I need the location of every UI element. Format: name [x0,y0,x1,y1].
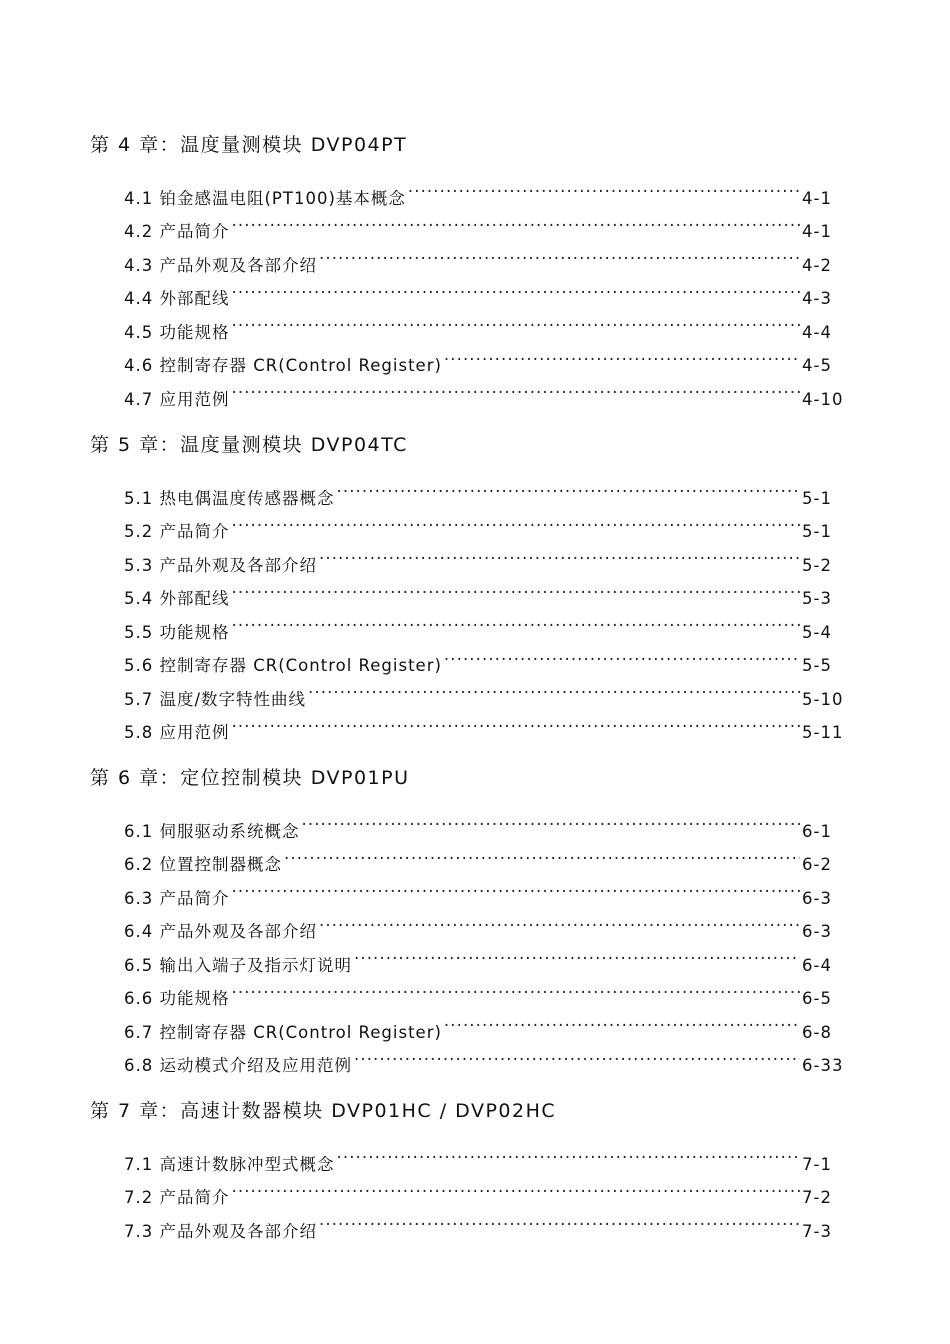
toc-entry[interactable] [124,803,840,841]
entry-page-number: 6-4 [802,955,832,975]
entry-page-number: 6-2 [802,855,832,874]
dot-leader [354,937,800,971]
entry-label: 4.1 铂金感温电阻(PT100)基本概念 [124,182,408,216]
entry-page-number: 4-3 [802,289,832,308]
dot-leader [232,271,801,305]
entry-label: 6.3 产品简介 [124,882,232,916]
entry-page-number: 6-5 [802,989,832,1008]
entry-label: 6.8 运动模式介绍及应用范例 [124,1049,354,1083]
dot-leader [337,1136,801,1170]
entry-label: 6.7 控制寄存器 CR(Control Register) [124,1016,444,1050]
entry-page-number: 4-5 [802,356,832,375]
toc-entry[interactable] [124,237,840,275]
entry-label: 4.5 功能规格 [124,316,232,350]
chapter-entries [90,170,850,409]
dot-leader [232,504,801,538]
toc-entry[interactable] [124,371,844,409]
toc-entry[interactable] [124,271,840,308]
entry-page-number: 4-1 [802,188,832,208]
entry-label: 6.1 伺服驱动系统概念 [124,815,302,849]
entry-label: 6.4 产品外观及各部介绍 [124,915,319,949]
chapter-entries [90,803,850,1075]
entry-label: 4.4 外部配线 [124,282,232,316]
dot-leader [232,705,801,739]
dot-leader [444,638,800,672]
dot-leader [232,1170,801,1204]
entry-label: 5.5 功能规格 [124,616,232,650]
dot-leader [319,237,800,271]
dot-leader [232,371,801,405]
toc-entry[interactable] [124,338,840,375]
entry-page-number: 7-1 [802,1154,832,1174]
dot-leader [319,904,800,938]
dot-leader [319,1203,800,1237]
entry-label: 6.2 位置控制器概念 [124,848,284,882]
entry-label: 5.7 温度/数字特性曲线 [124,683,308,717]
chapter-title: 第 5 章：温度量测模块 DVP04TC [90,434,408,456]
entry-label: 4.3 产品外观及各部介绍 [124,249,319,283]
entry-page-number: 5-2 [802,555,832,575]
toc-entry[interactable] [124,904,840,941]
dot-leader [354,1038,800,1072]
entry-page-number: 6-1 [802,821,832,841]
dot-leader [444,1004,800,1038]
entry-page-number: 4-1 [802,222,832,241]
entry-page-number: 6-8 [802,1022,832,1042]
entry-page-number: 5-11 [802,723,844,742]
entry-label: 6.5 输出入端子及指示灯说明 [124,949,354,983]
entry-page-number: 5-1 [802,488,832,508]
toc-entry[interactable] [124,1038,844,1075]
toc-entry[interactable] [124,504,840,541]
entry-label: 7.3 产品外观及各部介绍 [124,1215,319,1249]
entry-label: 4.7 应用范例 [124,383,232,417]
toc-entry[interactable] [124,604,840,642]
chapter-7 [90,1096,850,1241]
entry-label: 7.2 产品简介 [124,1181,232,1215]
dot-leader [232,204,801,238]
entry-label: 6.6 功能规格 [124,982,232,1016]
toc-entry[interactable] [124,870,840,908]
entry-page-number: 5-5 [802,656,832,675]
entry-page-number: 6-33 [802,1056,844,1075]
dot-leader [319,537,800,571]
toc-entry[interactable] [124,937,840,975]
dot-leader [337,470,801,504]
entry-page-number: 4-2 [802,255,832,275]
dot-leader [232,604,801,638]
toc-entry[interactable] [124,571,840,608]
entry-label: 5.2 产品简介 [124,515,232,549]
toc-entry[interactable] [124,470,840,508]
toc-entry[interactable] [124,705,844,742]
entry-label: 5.4 外部配线 [124,582,232,616]
toc-entry[interactable] [124,1004,840,1042]
entry-label: 4.2 产品简介 [124,215,232,249]
chapter-entries [90,1136,850,1241]
toc-entry[interactable] [124,837,840,874]
chapter-6 [90,763,850,1075]
entry-page-number: 4-4 [802,322,832,342]
toc-entry[interactable] [124,638,840,675]
entry-page-number: 7-2 [802,1188,832,1207]
chapter-4 [90,130,850,409]
toc-entry[interactable] [124,204,840,241]
entry-label: 4.6 控制寄存器 CR(Control Register) [124,349,444,383]
toc-entry[interactable] [124,537,840,575]
entry-page-number: 4-10 [802,389,844,409]
toc-entry[interactable] [124,1203,840,1241]
dot-leader [232,971,801,1005]
entry-page-number: 7-3 [802,1221,832,1241]
chapter-title: 第 4 章：温度量测模块 DVP04PT [90,134,408,156]
dot-leader [408,170,800,204]
chapter-title: 第 6 章：定位控制模块 DVP01PU [90,767,410,789]
entry-page-number: 6-3 [802,888,832,908]
chapter-title: 第 7 章：高速计数器模块 DVP01HC / DVP02HC [90,1100,557,1122]
entry-page-number: 5-4 [802,622,832,642]
entry-label: 5.8 应用范例 [124,716,232,750]
toc-entry[interactable] [124,1136,840,1174]
entry-page-number: 5-1 [802,522,832,541]
dot-leader [232,870,801,904]
entry-page-number: 6-3 [802,922,832,941]
entry-label: 5.6 控制寄存器 CR(Control Register) [124,649,444,683]
dot-leader [232,571,801,605]
toc-entry[interactable] [124,170,840,208]
dot-leader [284,837,800,871]
toc-entry[interactable] [124,971,840,1008]
toc-entry[interactable] [124,1170,840,1207]
entry-label: 7.1 高速计数脉冲型式概念 [124,1148,337,1182]
chapter-entries [90,470,850,742]
dot-leader [444,338,800,372]
entry-page-number: 5-10 [802,689,844,709]
dot-leader [232,304,801,338]
entry-label: 5.1 热电偶温度传感器概念 [124,482,337,516]
toc-entry[interactable] [124,304,840,342]
entry-page-number: 5-3 [802,589,832,608]
entry-label: 5.3 产品外观及各部介绍 [124,549,319,583]
chapter-5 [90,430,850,742]
toc-entry[interactable] [124,671,844,709]
dot-leader [302,803,801,837]
dot-leader [308,671,800,705]
